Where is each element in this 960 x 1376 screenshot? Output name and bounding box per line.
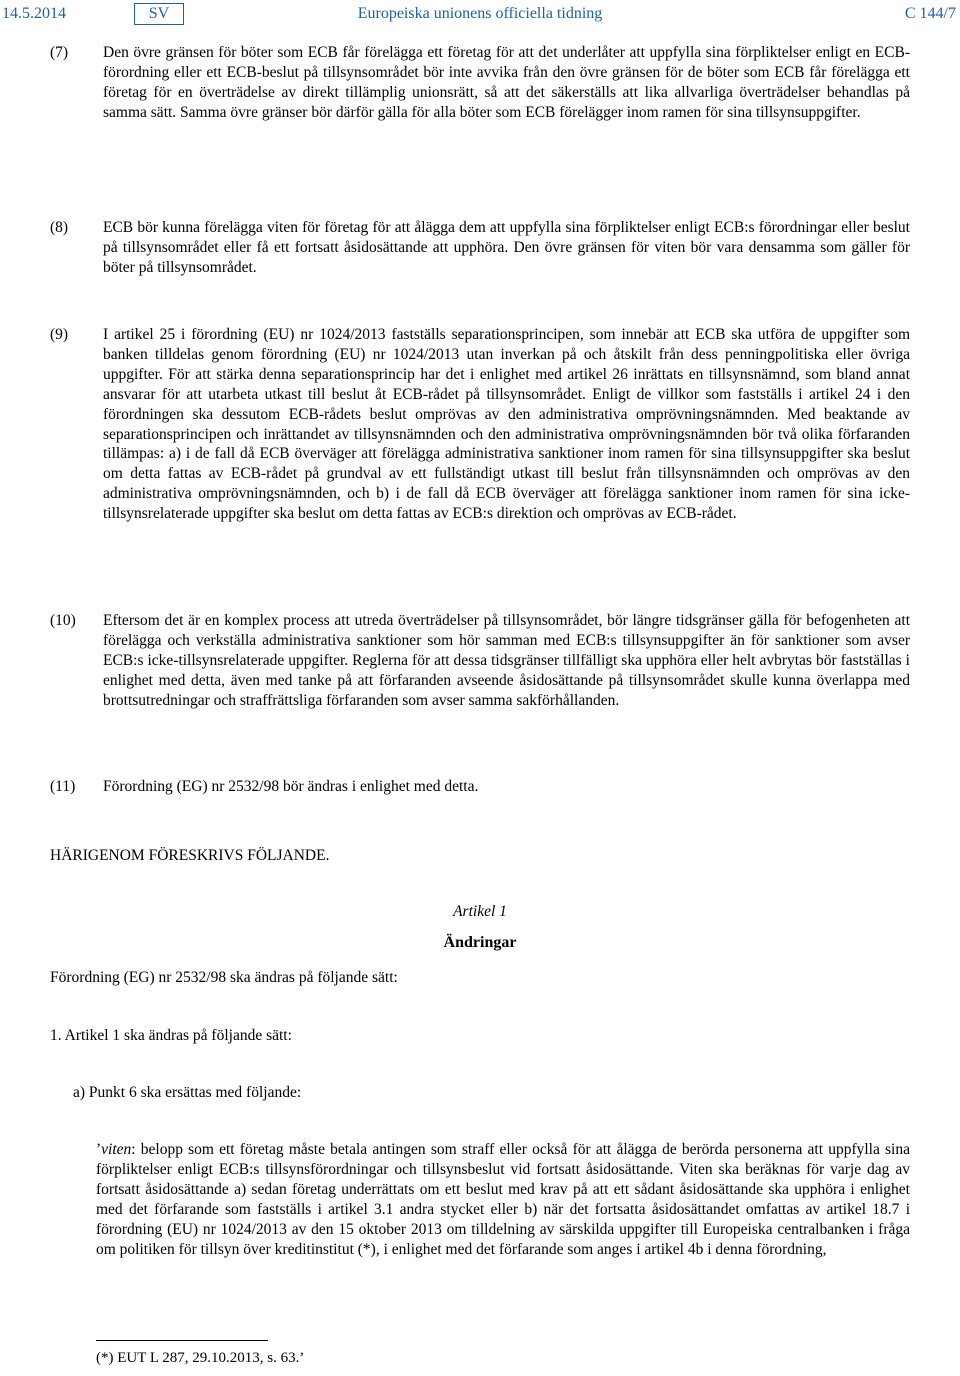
amendment-item-1: 1. Artikel 1 ska ändras på följande sätt: [50,1027,292,1044]
quoted-definition [96,1140,910,1259]
recital-text: ECB bör kunna förelägga viten för företag för att ålägga dem att uppfylla sina förpliktelser enligt ECB:s förordningar eller beslut på tillsynsområdet eller få ett fortsatt åsidosättande att upphöra. Den övre gränsen för viten bör vara densamma som gäller för böter på tillsynsområdet. [103,219,910,276]
recital-text: Eftersom det är en komplex process att utreda överträdelser på tillsynsområdet, bör längre tidsgränser gälla för befogenheten att förelägga och verkställa administrativa sanktioner som hör samman med ECB:s tillsynsuppgifter än för sanktioner som avser ECB:s icke-tillsynsrelaterade uppgifter. Reglerna för att dessa tidsgränser tillfälligt ska upphöra eller helt avbrytas bör fastställas i enlighet med detta, även med tanke på att förfaranden avseende åsidosättande på tillsynsområdet skulle kunna överlappa med brottsutredningar och straffrättsliga förfaranden som avser samma sakförhållanden. [103,612,910,709]
recital-number: (7) [50,44,69,61]
article-number: Artikel 1 [453,903,507,920]
journal-title: Europeiska unionens officiella tidning [357,5,603,22]
page-header [0,3,960,25]
header-date: 14.5.2014 [2,5,66,22]
recital-number: (9) [50,326,69,343]
footnote-divider [96,1340,268,1341]
recital-8 [50,218,910,278]
recital-text: Förordning (EG) nr 2532/98 bör ändras i enlighet med detta. [103,778,479,795]
recital-text: Den övre gränsen för böter som ECB får förelägga ett företag för att det underlåter att uppfylla sina förpliktelser enligt en ECB-förordning eller ett ECB-beslut på tillsynsområdet bör inte avvika från den övre gränsen för de böter som ECB får förelägga ett företag för en överträdelse av direkt tillämplig unionsrätt, så att det säkerställs att lika allvarliga överträdelser behandlas på samma sätt. Samma övre gränser bör därför gälla för alla böter som ECB förelägger inom ramen för sina tillsynsuppgifter. [103,44,910,121]
footnote: (*) EUT L 287, 29.10.2013, s. 63.’ [96,1350,305,1366]
recital-7 [50,43,910,123]
recital-number: (11) [50,778,76,795]
quote-open-mark: ’ [96,1141,102,1158]
enacting-clause: HÄRIGENOM FÖRESKRIVS FÖLJANDE. [50,847,330,864]
defined-term: viten [101,1141,132,1158]
page-number: C 144/7 [904,5,956,22]
recital-number: (8) [50,219,69,236]
language-badge: SV [134,3,184,25]
recital-9 [50,325,910,524]
article-intro: Förordning (EG) nr 2532/98 ska ändras på följande sätt: [50,969,398,986]
definition-text: : belopp som ett företag måste betala antingen som straff eller också för att ålägga de berörda personerna att uppfylla sina förpliktelser enligt ECB:s tillsynsförordningar och tillsynsbeslut vid fortsatt åsidosättande. Viten ska beräknas för varje dag av fortsatt åsidosättande a) sedan företag underrättats om ett beslut med krav på att ett sådant åsidosättande ska upphöra i enlighet med det förfarande som fastställs i artikel 3.1 andra stycket eller b) när det fortsatta åsidosättandet omfattas av artikel 18.7 i förordning (EU) nr 1024/2013 av den 15 oktober 2013 om tilldelning av särskilda uppgifter till Europeiska centralbanken i fråga om politiken för tillsyn över kreditinstitut (*), i enlighet med det förfarande som anges i artikel 4b i denna förordning, [96,1141,910,1258]
amendment-item-a: a) Punkt 6 ska ersättas med följande: [73,1084,302,1101]
recital-11 [50,777,910,797]
recital-number: (10) [50,612,76,629]
article-title: Ändringar [443,934,517,951]
recital-text: I artikel 25 i förordning (EU) nr 1024/2013 fastställs separationsprincipen, som innebär att ECB ska utföra de uppgifter som banken tilldelas genom förordning (EU) nr 1024/2013 utan inverkan på och åtskilt från dess penningpolitiska eller övriga uppgifter. För att stärka denna separationsprincip har det i enlighet med artikel 26 inrättats en tillsynsnämnd, som bland annat ansvarar för att utarbeta utkast till beslut åt ECB-rådet på tillsynsområdet. Enligt de villkor som fastställs i artikel 24 i den förordningen ska dessutom ECB-rådets beslut omprövas av den administrativa omprövningsnämnden. Med beaktande av separationsprincipen och inrättandet av tillsynsnämnden och den administrativa omprövningsnämnden bör två olika förfaranden tillämpas: a) i de fall då ECB överväger att förelägga administrativa sanktioner inom ramen för sina tillsynsuppgifter ska beslut om detta fattas av ECB-rådet på grundval av ett fullständigt utkast till beslut från tillsynsnämnden och omprövas av den administrativa omprövningsnämnden, och b) i de fall då ECB överväger att förelägga sanktioner inom ramen för sina icke-tillsynsrelaterade uppgifter ska beslut om detta fattas av ECB:s direktion och omprövas av ECB-rådet. [103,326,910,523]
recital-10 [50,611,910,711]
